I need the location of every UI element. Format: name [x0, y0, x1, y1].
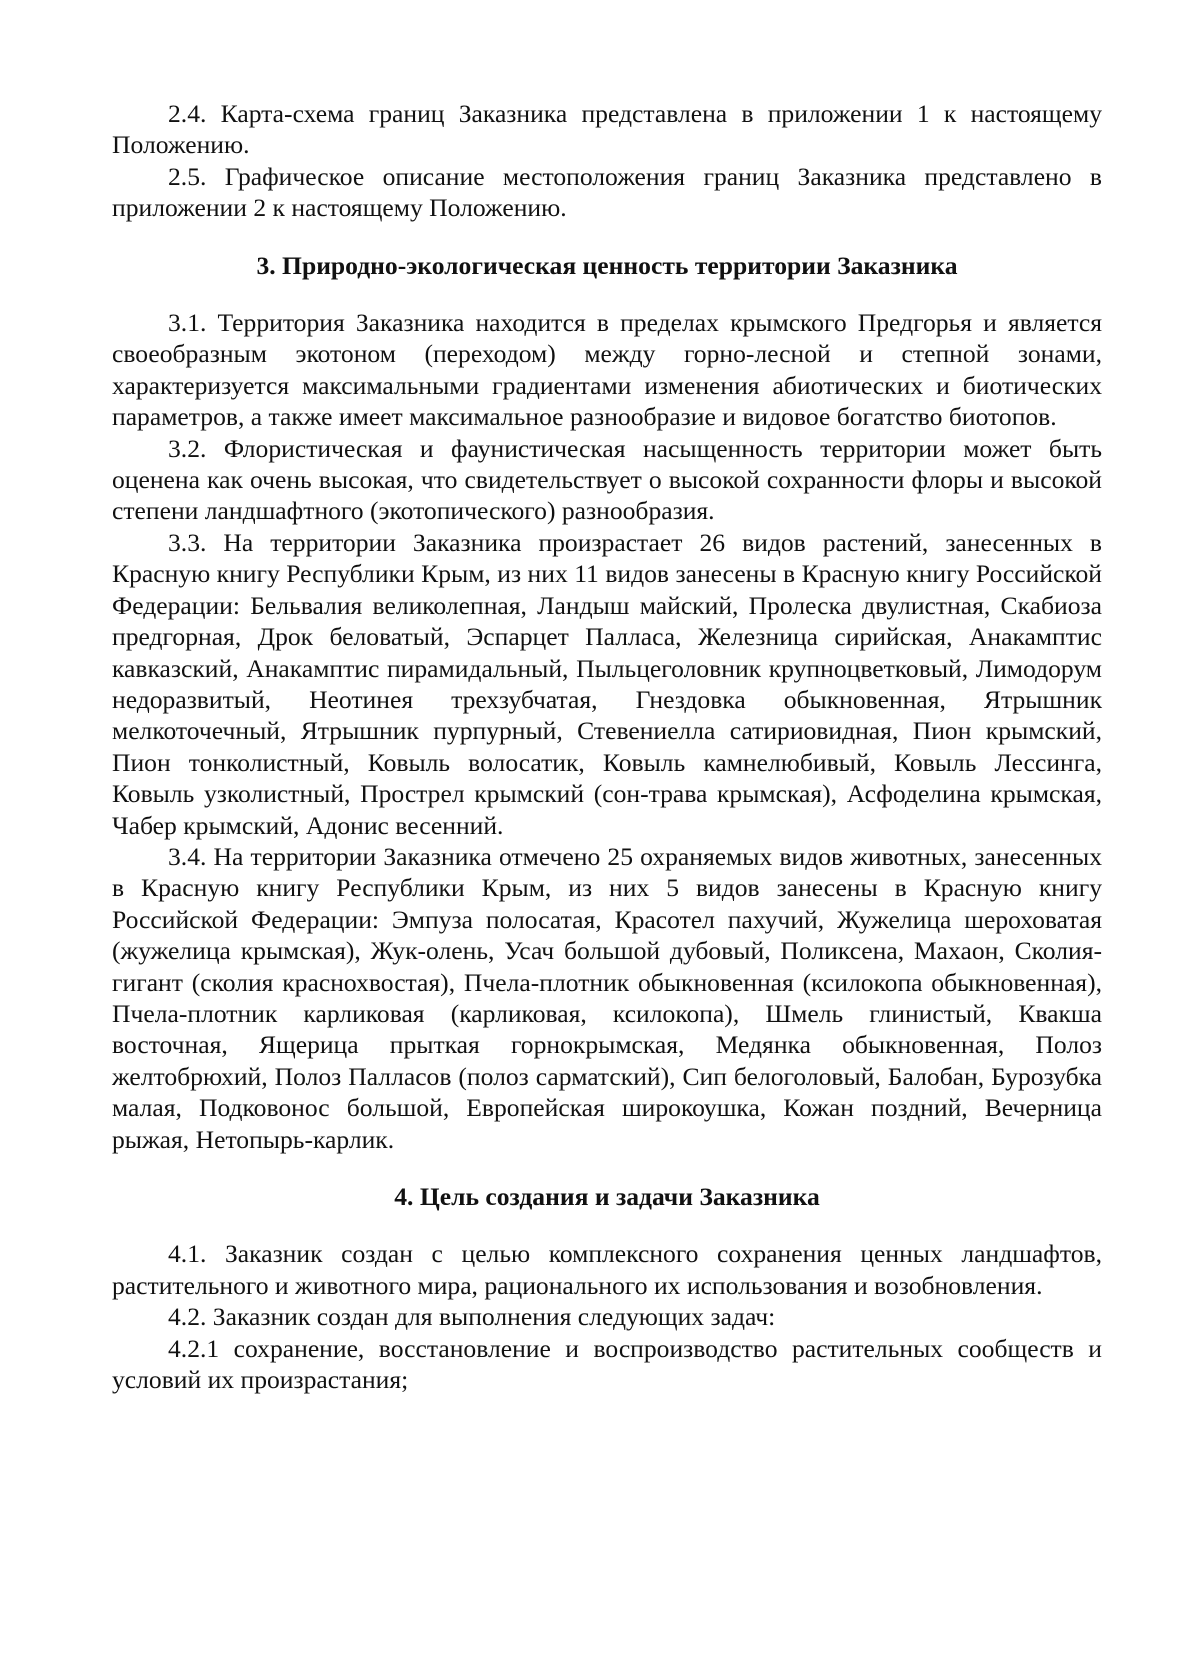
paragraph-3-3: 3.3. На территории Заказника произрастает 26 видов растений, занесенных в Красную книгу Республики Крым, из них 11 видов занесены в Красную книгу Российской Федерации: Бельвалия великолепная, Ландыш майский, Пролеска двулистная, Скабиоза предгорная, Дрок беловатый, Эспарцет Палласа, Железница сирийская, Анакамптис кавказский, Анакамптис пирамидальный, Пыльцеголовник крупноцветковый, Лимодорум недоразвитый, Неотинея трехзубчатая, Гнездовка обыкновенная, Ятрышник мелкоточечный, Ятрышник пурпурный, Стевениелла сатириовидная, Пион крымский, Пион тонколистный, Ковыль волосатик, Ковыль камнелюбивый, Ковыль Лессинга, Ковыль узколистный, Прострел крымский (сон-трава крымская), Асфоделина крымская, Чабер крымский, Адонис весенний.	[112, 527, 1102, 840]
paragraph-2-4: 2.4. Карта-схема границ Заказника представлена в приложении 1 к настоящему Положению.	[112, 99, 1102, 160]
paragraph-2-5: 2.5. Графическое описание местоположения границ Заказника представлено в приложении 2 к настоящему Положению.	[112, 161, 1102, 223]
paragraph-3-4: 3.4. На территории Заказника отмечено 25 охраняемых видов животных, занесенных в Красную книгу Республики Крым, из них 5 видов занесены в Красную книгу Российской Федерации: Эмпуза полосатая, Красотел пахучий, Жужелица шероховатая (жужелица крымская), Жук-олень, Усач большой дубовый, Поликсена, Махаон, Сколия-гигант (сколия краснохвостая), Пчела-плотник обыкновенная (ксилокопа обыкновенная), Пчела-плотник карликовая (карликовая, ксилокопа), Шмель глинистый, Квакша восточная, Ящерица прыткая горнокрымская, Медянка обыкновенная, Полоз желтобрюхий, Полоз Палласов (полоз сарматский), Сип белоголовый, Балобан, Бурозубка малая, Подковонос большой, Европейская широкоушка, Кожан поздний, Вечерница рыжая, Нетопырь-карлик.	[112, 841, 1102, 1154]
paragraph-4-1: 4.1. Заказник создан с целью комплексного сохранения ценных ландшафтов, растительного и животного мира, рационального их использования и возобновления.	[112, 1239, 1102, 1300]
section-4-heading: 4. Цель создания и задачи Заказника	[394, 1182, 820, 1211]
paragraph-3-1: 3.1. Территория Заказника находится в пределах крымского Предгорья и является своеобразным экотоном (переходом) между горно-лесной и степной зонами, характеризуется максимальными градиентами изменения абиотических и биотических параметров, а также имеет максимальное разнообразие и видовое богатство биотопов.	[112, 308, 1102, 432]
section-3-heading: 3. Природно-экологическая ценность территории Заказника	[256, 250, 958, 280]
document-page	[112, 98, 1102, 1395]
paragraph-4-2-1: 4.2.1 сохранение, восстановление и воспроизводство растительных сообществ и условий их произрастания;	[112, 1333, 1102, 1395]
paragraph-3-2: 3.2. Флористическая и фаунистическая насыщенность территории может быть оценена как очень высокая, что свидетельствует о высокой сохранности флоры и высокой степени ландшафтного (экотопического) разнообразия.	[112, 433, 1102, 526]
paragraph-4-2: 4.2. Заказник создан для выполнения следующих задач:	[168, 1302, 776, 1332]
